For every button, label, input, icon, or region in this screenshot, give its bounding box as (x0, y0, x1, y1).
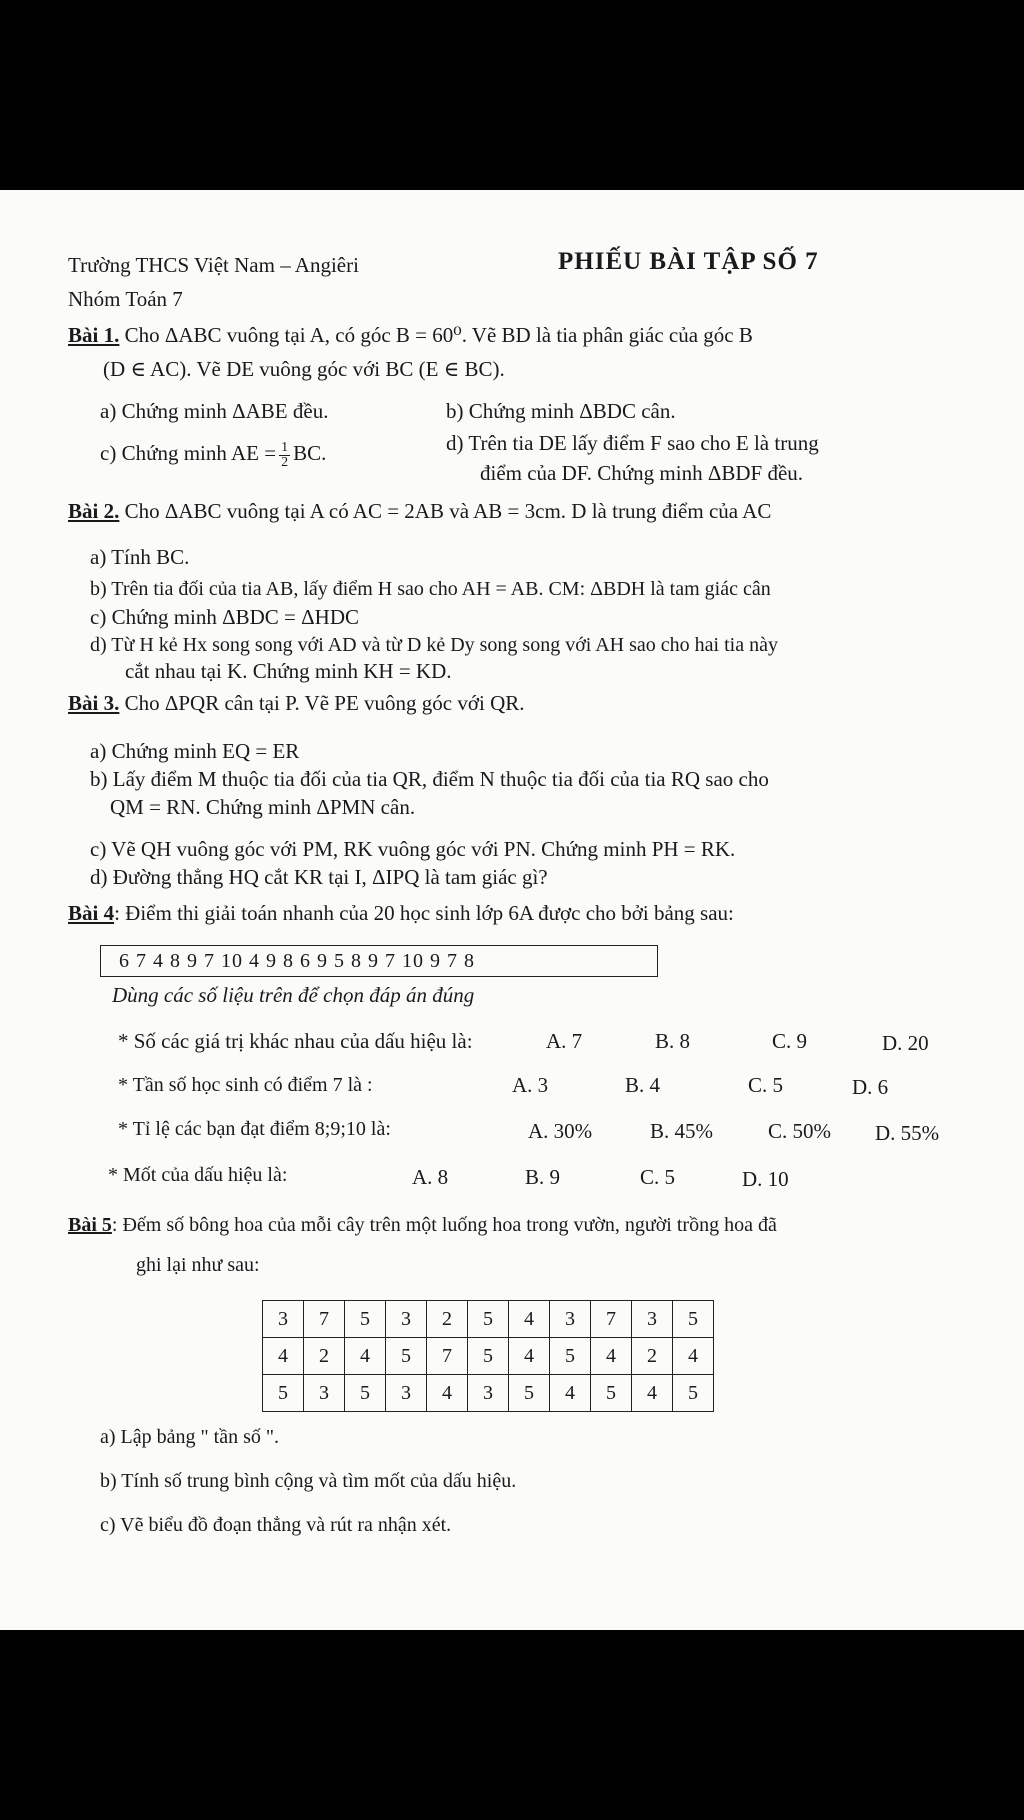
half-fraction (279, 441, 290, 470)
bai1-c-pre: c) Chứng minh AE = (100, 441, 277, 465)
table-cell: 3 (304, 1375, 345, 1412)
table-cell: 3 (550, 1301, 591, 1338)
table-cell: 3 (386, 1375, 427, 1412)
bai3-d: d) Đường thẳng HQ cắt KR tại I, ΔIPQ là tam giác gì? (90, 865, 548, 889)
bai4-q3-opt-d: D. 55% (875, 1121, 940, 1145)
bai1-c-post: BC. (293, 441, 327, 465)
table-cell: 4 (632, 1375, 673, 1412)
table-cell: 4 (591, 1338, 632, 1375)
school-name: Trường THCS Việt Nam – Angiêri (68, 253, 359, 277)
table-cell: 5 (673, 1301, 714, 1338)
table-cell: 5 (345, 1301, 386, 1338)
bai4-q4-opt-b: B. 9 (525, 1165, 561, 1189)
table-cell: 2 (427, 1301, 468, 1338)
table-cell: 5 (345, 1375, 386, 1412)
table-cell: 4 (427, 1375, 468, 1412)
bai4-q4-opt-d: D. 10 (742, 1167, 789, 1191)
table-cell: 5 (509, 1375, 550, 1412)
bai4-q1-opt-a: A. 7 (546, 1029, 583, 1053)
bai3-intro (68, 690, 525, 716)
bai4-q2-opt-a: A. 3 (512, 1073, 549, 1097)
bai4-q4-opt-c: C. 5 (640, 1165, 676, 1189)
bai1-a: a) Chứng minh ΔABE đều. (100, 399, 329, 423)
bai3-c: c) Vẽ QH vuông góc với PM, RK vuông góc với PN. Chứng minh PH = RK. (90, 837, 736, 861)
bai3-b1: b) Lấy điểm M thuộc tia đối của tia QR, điểm N thuộc tia đối của tia RQ sao cho (90, 767, 769, 791)
bai5-c: c) Vẽ biểu đồ đoạn thẳng và rút ra nhận xét. (100, 1514, 452, 1536)
table-cell: 5 (468, 1301, 509, 1338)
table-cell: 7 (427, 1338, 468, 1375)
table-cell: 2 (632, 1338, 673, 1375)
fraction-numerator: 1 (281, 439, 289, 455)
bai1-line2: (D ∈ AC). Vẽ DE vuông góc với BC (E ∈ BC). (103, 357, 505, 381)
bai2-intro-text: Cho ΔABC vuông tại A có AC = 2AB và AB = 3cm. D là trung điểm của AC (119, 499, 772, 523)
bai1-d1: d) Trên tia DE lấy điểm F sao cho E là trung (446, 431, 819, 455)
bai4-q2: * Tần số học sinh có điểm 7 là : (118, 1074, 373, 1096)
table-cell: 4 (509, 1338, 550, 1375)
bai2-b: b) Trên tia đối của tia AB, lấy điểm H sao cho AH = AB. CM: ΔBDH là tam giác cân (90, 578, 771, 600)
fraction-denominator: 2 (281, 454, 289, 470)
bai4-q3-opt-c: C. 50% (768, 1119, 831, 1143)
table-cell: 3 (386, 1301, 427, 1338)
bai4-q3: * Tỉ lệ các bạn đạt điểm 8;9;10 là: (118, 1118, 391, 1140)
bai4-q1-opt-c: C. 9 (772, 1029, 808, 1053)
bai4-q3-opt-a: A. 30% (528, 1119, 593, 1143)
table-cell: 5 (591, 1375, 632, 1412)
bai4-intro-text: : Điểm thi giải toán nhanh của 20 học sinh lớp 6A được cho bởi bảng sau: (114, 901, 734, 925)
table-cell: 5 (673, 1375, 714, 1412)
bai5-intro-text: : Đếm số bông hoa của mỗi cây trên một luống hoa trong vườn, người trồng hoa đã (111, 1214, 777, 1236)
bai4-q1: * Số các giá trị khác nhau của dấu hiệu là: (118, 1029, 473, 1053)
bai4-q4: * Mốt của dấu hiệu là: (108, 1164, 288, 1186)
worksheet-title: PHIẾU BÀI TẬP SỐ 7 (558, 248, 819, 275)
bai3-label: Bài 3. (68, 691, 120, 715)
score-sequence-box: 6 7 4 8 9 7 10 4 9 8 6 9 5 8 9 7 10 9 7 8 (100, 945, 658, 977)
bai1-d2: điểm của DF. Chứng minh ΔBDF đều. (480, 461, 804, 485)
bai4-q2-opt-c: C. 5 (748, 1073, 784, 1097)
bai4-label: Bài 4 (68, 901, 115, 925)
bai2-d2: cắt nhau tại K. Chứng minh KH = KD. (125, 659, 452, 683)
table-cell: 7 (304, 1301, 345, 1338)
bai3-intro-text: Cho ΔPQR cân tại P. Vẽ PE vuông góc với QR. (119, 691, 525, 715)
table-row (263, 1301, 714, 1338)
table-cell: 4 (550, 1375, 591, 1412)
bai5-label: Bài 5 (68, 1214, 112, 1236)
table-row (263, 1375, 714, 1412)
bai4-q2-opt-b: B. 4 (625, 1073, 661, 1097)
table-cell: 2 (304, 1338, 345, 1375)
bai1-line1: Cho ΔABC vuông tại A, có góc B = 60⁰. Vẽ BD là tia phân giác của góc B (119, 323, 753, 347)
bai1-intro (68, 322, 753, 348)
table-cell: 3 (263, 1301, 304, 1338)
table-cell: 5 (386, 1338, 427, 1375)
bai1-label: Bài 1. (68, 323, 120, 347)
table-cell: 4 (509, 1301, 550, 1338)
group-name: Nhóm Toán 7 (68, 287, 183, 311)
bai3-a: a) Chứng minh EQ = ER (90, 739, 300, 763)
bai4-q4-opt-a: A. 8 (412, 1165, 449, 1189)
bai2-intro (68, 498, 771, 524)
bai4-intro (68, 900, 734, 926)
bai5-b: b) Tính số trung bình cộng và tìm mốt của dấu hiệu. (100, 1470, 517, 1492)
bai2-a: a) Tính BC. (90, 545, 190, 569)
bai1-c (100, 440, 326, 470)
table-row (263, 1338, 714, 1375)
flower-count-table (262, 1300, 714, 1412)
table-cell: 3 (468, 1375, 509, 1412)
table-cell: 4 (673, 1338, 714, 1375)
worksheet-page (0, 190, 1024, 1630)
bai5-intro (68, 1212, 777, 1238)
bai4-q1-opt-d: D. 20 (882, 1031, 929, 1055)
bai1-b: b) Chứng minh ΔBDC cân. (446, 399, 676, 423)
bai3-b2: QM = RN. Chứng minh ΔPMN cân. (110, 795, 416, 819)
table-cell: 5 (263, 1375, 304, 1412)
table-cell: 3 (632, 1301, 673, 1338)
bai2-c: c) Chứng minh ΔBDC = ΔHDC (90, 605, 359, 629)
bai4-q1-opt-b: B. 8 (655, 1029, 691, 1053)
table-cell: 5 (468, 1338, 509, 1375)
table-cell: 4 (345, 1338, 386, 1375)
table-cell: 4 (263, 1338, 304, 1375)
bai5-a: a) Lập bảng " tần số ". (100, 1426, 280, 1448)
bai4-q2-opt-d: D. 6 (852, 1075, 889, 1099)
bai2-label: Bài 2. (68, 499, 120, 523)
table-cell: 5 (550, 1338, 591, 1375)
bai4-instruction: Dùng các số liệu trên để chọn đáp án đúng (112, 983, 475, 1007)
table-cell: 7 (591, 1301, 632, 1338)
bai2-d1: d) Từ H kẻ Hx song song với AD và từ D kẻ Dy song song với AH sao cho hai tia này (90, 634, 778, 656)
bai4-q3-opt-b: B. 45% (650, 1119, 713, 1143)
bai5-intro2: ghi lại như sau: (136, 1254, 260, 1276)
